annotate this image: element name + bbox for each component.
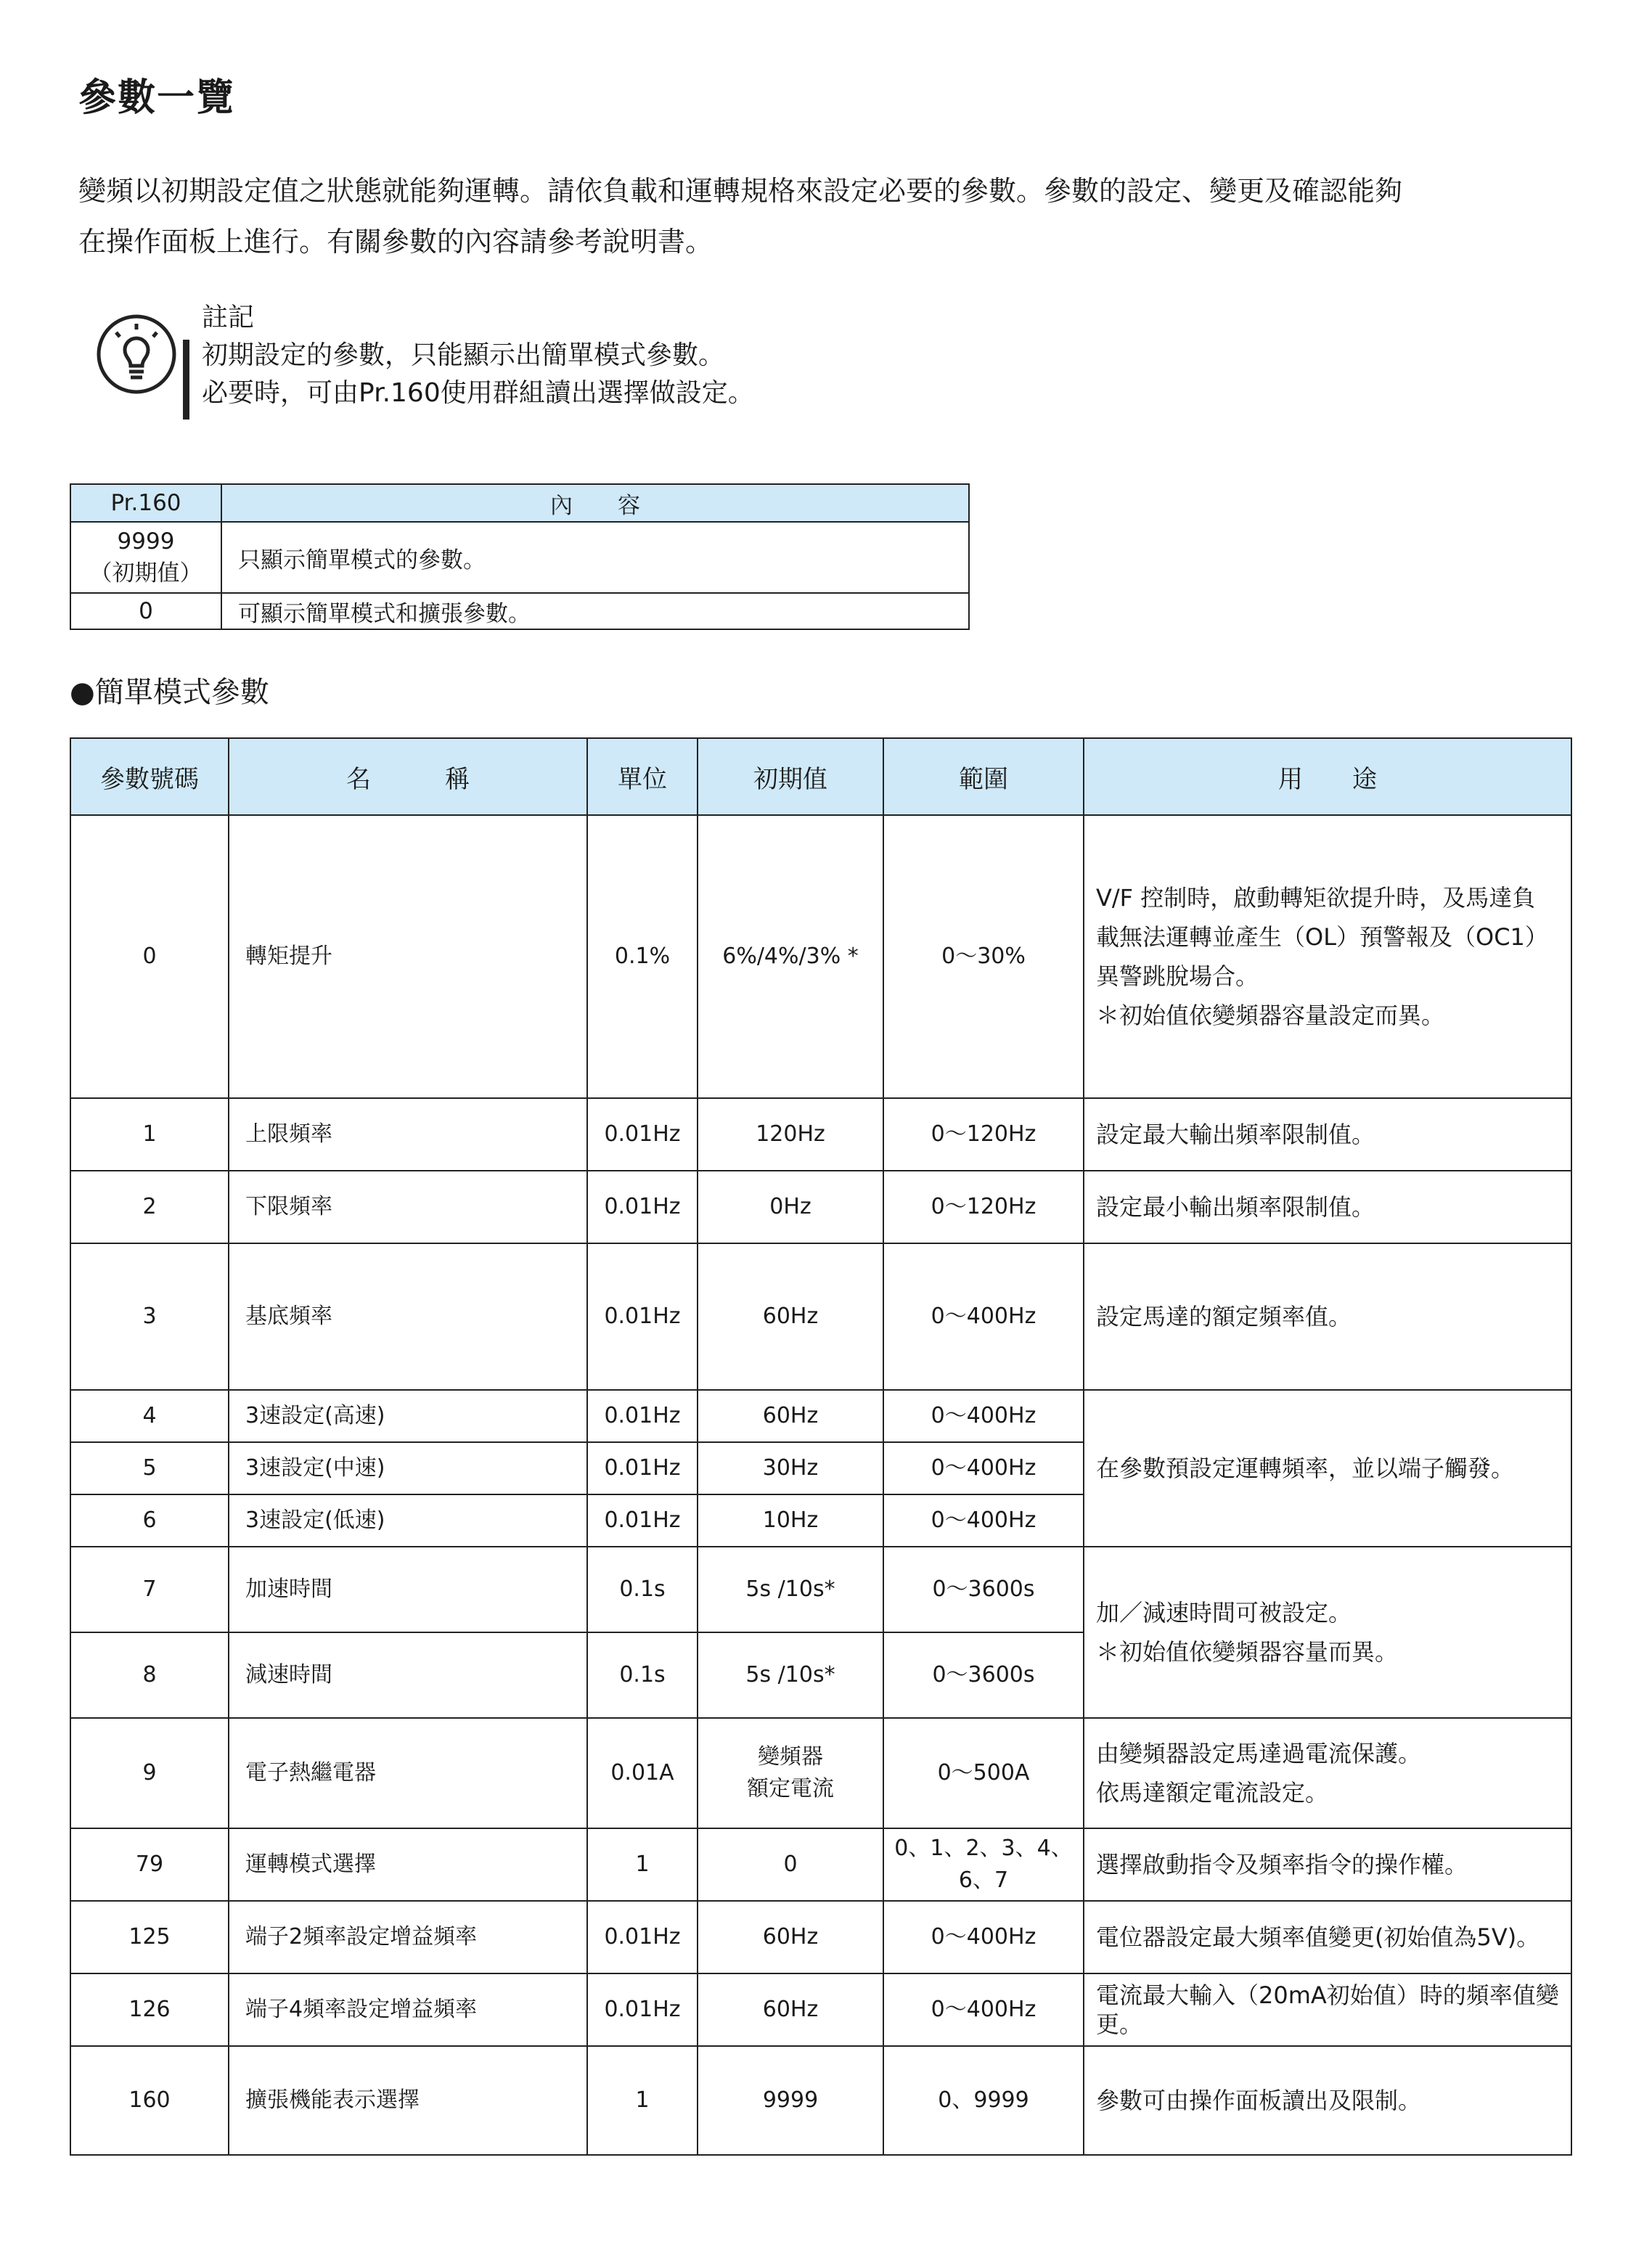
param-initial: 30Hz — [698, 1442, 883, 1494]
intro-line: 在操作面板上進行。有關參數的內容請參考說明書。 — [78, 226, 713, 258]
purpose-line: 電流最大輸入（20mA初始值）時的頻率值變 — [1096, 1981, 1559, 2009]
param-purpose: 電位器設定最大頻率值變更(初始值為5V)。 — [1084, 1901, 1571, 1973]
purpose-line: ＊初始值依變頻器容量設定而異。 — [1096, 1002, 1445, 1029]
param-range: 0～400Hz — [883, 1901, 1084, 1973]
param-name: 3速設定(中速) — [229, 1442, 587, 1494]
purpose-line: 加／減速時間可被設定。 — [1096, 1599, 1352, 1627]
param-range: 0～400Hz — [883, 1390, 1084, 1442]
header-number: 參數號碼 — [70, 738, 229, 815]
param-initial: 6%/4%/3% * — [698, 815, 883, 1098]
param-purpose: 設定最小輸出頻率限制值。 — [1084, 1171, 1571, 1243]
note-heading: 註記 — [202, 303, 255, 332]
intro-line: 變頻以初期設定值之狀態就能夠運轉。請依負載和運轉規格來設定必要的參數。參數的設定、變更及確認能夠 — [78, 175, 1403, 207]
pr160-table — [70, 483, 970, 630]
header-initial: 初期值 — [698, 738, 883, 815]
param-unit: 0.01A — [587, 1718, 698, 1828]
param-initial: 10Hz — [698, 1494, 883, 1547]
param-purpose: 設定最大輸出頻率限制值。 — [1084, 1098, 1571, 1171]
param-purpose — [1084, 1973, 1571, 2046]
param-number: 126 — [70, 1973, 229, 2046]
param-range: 0～400Hz — [883, 1442, 1084, 1494]
param-number: 160 — [70, 2046, 229, 2155]
param-unit: 0.01Hz — [587, 1901, 698, 1973]
pr160-header-content: 內 容 — [221, 484, 969, 522]
param-unit: 0.1s — [587, 1632, 698, 1718]
table-row — [70, 522, 969, 593]
param-number: 3 — [70, 1243, 229, 1390]
param-range: 0～400Hz — [883, 1494, 1084, 1547]
simple-mode-parameter-table — [70, 737, 1572, 2156]
table-row — [70, 815, 1571, 1098]
param-number: 8 — [70, 1632, 229, 1718]
param-initial — [698, 1718, 883, 1828]
param-unit: 1 — [587, 2046, 698, 2155]
purpose-line: 異警跳脫場合。 — [1096, 962, 1259, 990]
param-number: 6 — [70, 1494, 229, 1547]
table-row — [70, 1390, 1571, 1442]
param-initial: 0 — [698, 1828, 883, 1901]
purpose-line: ＊初始值依變頻器容量而異。 — [1096, 1638, 1399, 1666]
param-name: 端子2頻率設定增益頻率 — [229, 1901, 587, 1973]
header-unit: 單位 — [587, 738, 698, 815]
table-row — [70, 1547, 1571, 1632]
param-name: 基底頻率 — [229, 1243, 587, 1390]
param-number: 9 — [70, 1718, 229, 1828]
param-number: 0 — [70, 815, 229, 1098]
table-row — [70, 1718, 1571, 1828]
param-name: 上限頻率 — [229, 1098, 587, 1171]
param-purpose: 設定馬達的額定頻率值。 — [1084, 1243, 1571, 1390]
header-range: 範圍 — [883, 738, 1084, 815]
table-row — [70, 593, 969, 629]
pr160-content: 可顯示簡單模式和擴張參數。 — [221, 593, 969, 629]
param-number: 79 — [70, 1828, 229, 1901]
param-initial: 5s /10s* — [698, 1632, 883, 1718]
table-row — [70, 1901, 1571, 1973]
param-range: 0～120Hz — [883, 1098, 1084, 1171]
pr160-value: 0 — [70, 593, 221, 629]
param-range: 0～30% — [883, 815, 1084, 1098]
param-name: 3速設定(高速) — [229, 1390, 587, 1442]
param-purpose — [1084, 1718, 1571, 1828]
table-row — [70, 2046, 1571, 2155]
param-unit: 0.01Hz — [587, 1442, 698, 1494]
param-range: 0、1、2、3、4、6、7 — [883, 1828, 1084, 1901]
param-name: 轉矩提升 — [229, 815, 587, 1098]
param-initial: 60Hz — [698, 1973, 883, 2046]
param-range: 0～3600s — [883, 1547, 1084, 1632]
purpose-line: 由變頻器設定馬達過電流保護。 — [1096, 1740, 1422, 1767]
pr160-header-param: Pr.160 — [70, 484, 221, 522]
table-row — [70, 1973, 1571, 2046]
table-row — [70, 1098, 1571, 1171]
param-range: 0、9999 — [883, 2046, 1084, 2155]
param-number: 7 — [70, 1547, 229, 1632]
param-number: 1 — [70, 1098, 229, 1171]
param-name: 加速時間 — [229, 1547, 587, 1632]
param-name: 減速時間 — [229, 1632, 587, 1718]
initial-line: 變頻器 — [758, 1744, 823, 1770]
lightbulb-icon — [94, 312, 179, 396]
param-initial: 0Hz — [698, 1171, 883, 1243]
pr160-value: 9999 — [117, 528, 175, 555]
intro-paragraph — [78, 165, 1566, 267]
header-name: 名 稱 — [229, 738, 587, 815]
param-name: 運轉模式選擇 — [229, 1828, 587, 1901]
param-unit: 1 — [587, 1828, 698, 1901]
param-unit: 0.01Hz — [587, 1098, 698, 1171]
param-unit: 0.1% — [587, 815, 698, 1098]
param-name: 3速設定(低速) — [229, 1494, 587, 1547]
param-range: 0～3600s — [883, 1632, 1084, 1718]
param-number: 4 — [70, 1390, 229, 1442]
param-unit: 0.01Hz — [587, 1171, 698, 1243]
param-unit: 0.01Hz — [587, 1390, 698, 1442]
param-number: 125 — [70, 1901, 229, 1973]
table-row — [70, 1243, 1571, 1390]
param-range: 0～120Hz — [883, 1171, 1084, 1243]
param-initial: 120Hz — [698, 1098, 883, 1171]
param-name: 下限頻率 — [229, 1171, 587, 1243]
pr160-value-cell — [70, 522, 221, 593]
param-purpose: 參數可由操作面板讀出及限制。 — [1084, 2046, 1571, 2155]
param-number: 5 — [70, 1442, 229, 1494]
param-initial: 9999 — [698, 2046, 883, 2155]
page-title: 參數一覽 — [78, 76, 236, 120]
param-unit: 0.01Hz — [587, 1973, 698, 2046]
pr160-content: 只顯示簡單模式的參數。 — [221, 522, 969, 593]
param-initial: 60Hz — [698, 1243, 883, 1390]
param-range: 0～400Hz — [883, 1243, 1084, 1390]
param-purpose — [1084, 815, 1571, 1098]
purpose-line: 載無法運轉並產生（OL）預警報及（OC1） — [1096, 923, 1548, 951]
param-purpose — [1084, 1547, 1571, 1718]
param-initial: 60Hz — [698, 1390, 883, 1442]
note-divider — [183, 340, 189, 420]
purpose-line: V/F 控制時，啟動轉矩欲提升時，及馬達負 — [1096, 884, 1536, 912]
param-name: 擴張機能表示選擇 — [229, 2046, 587, 2155]
param-name: 端子4頻率設定增益頻率 — [229, 1973, 587, 2046]
param-range: 0～400Hz — [883, 1973, 1084, 2046]
note-line: 初期設定的參數，只能顯示出簡單模式參數。 — [202, 340, 725, 370]
param-unit: 0.01Hz — [587, 1494, 698, 1547]
note-block — [202, 299, 754, 412]
param-initial: 60Hz — [698, 1901, 883, 1973]
table-row — [70, 1828, 1571, 1901]
purpose-line: 更。 — [1096, 2010, 1143, 2038]
param-unit: 0.01Hz — [587, 1243, 698, 1390]
purpose-line: 依馬達額定電流設定。 — [1096, 1779, 1329, 1807]
note-line: 必要時，可由Pr.160使用群組讀出選擇做設定。 — [202, 378, 754, 408]
pr160-value-sub: （初期值） — [89, 560, 203, 586]
initial-line: 額定電流 — [747, 1776, 834, 1801]
section-title: ●簡單模式參數 — [70, 676, 269, 709]
param-number: 2 — [70, 1171, 229, 1243]
param-purpose: 選擇啟動指令及頻率指令的操作權。 — [1084, 1828, 1571, 1901]
table-row — [70, 1171, 1571, 1243]
param-initial: 5s /10s* — [698, 1547, 883, 1632]
param-range: 0～500A — [883, 1718, 1084, 1828]
param-name: 電子熱繼電器 — [229, 1718, 587, 1828]
param-unit: 0.1s — [587, 1547, 698, 1632]
param-purpose: 在參數預設定運轉頻率，並以端子觸發。 — [1084, 1390, 1571, 1547]
header-purpose: 用 途 — [1084, 738, 1571, 815]
